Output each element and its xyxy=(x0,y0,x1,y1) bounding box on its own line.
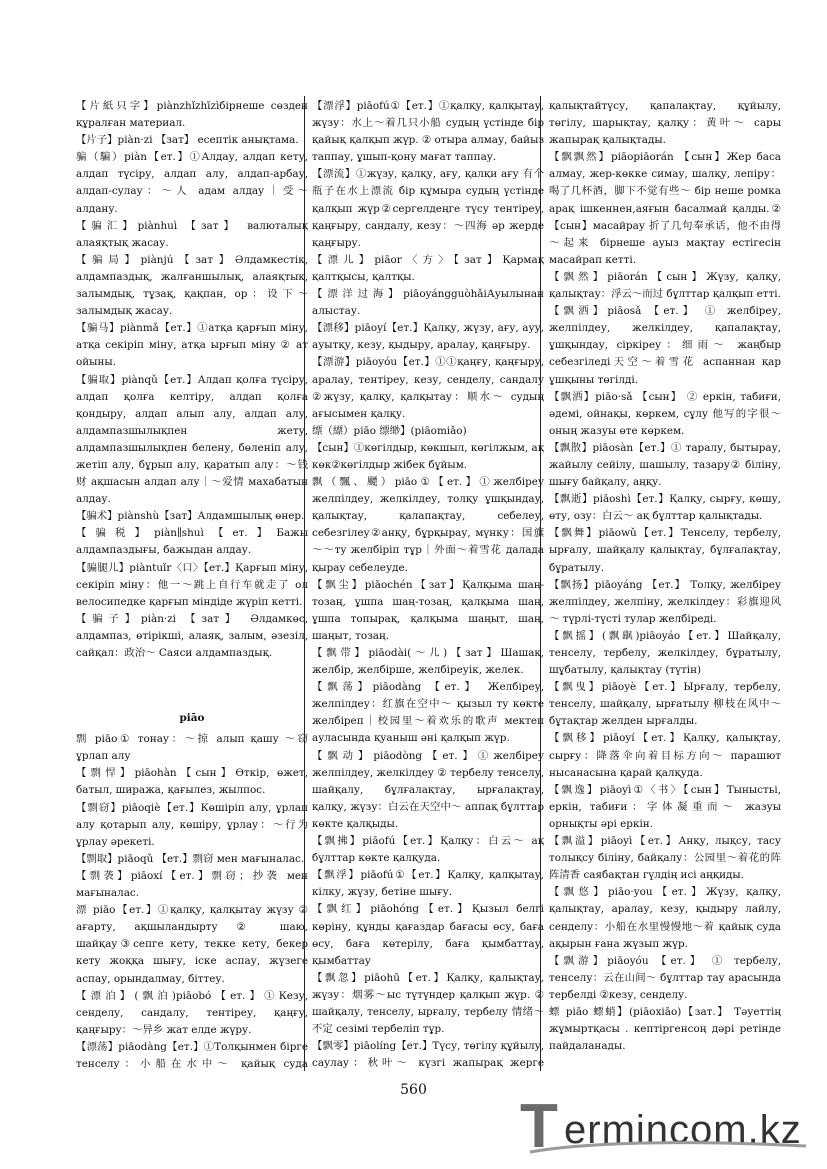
section-header: piāo xyxy=(179,712,205,725)
column-divider xyxy=(540,96,541,1071)
dictionary-entry: 【漂移】piāoyí【ет.】Қалқу, жүзу, ағу, ауу, ауытқу, кезу, қыдыру, аралау, қаңғыру. xyxy=(312,322,544,352)
dictionary-entry: қалықтайтүсу, қапалақтау, құйылу, төгілу, шарықтау, қалқу：黄叶～ сары жапырақ қалықтады. xyxy=(549,100,781,147)
dictionary-entry: 【飘零】piāolíng【ет.】Түсу, төгілу құйылу, саулау：秋叶～ күзгі жапырақ жерге xyxy=(312,1040,544,1070)
dictionary-entry: 【飘洒】piāosǎ 【ет.】 ① желбіреу, желпілдеу, желкілдеу, қапалақтау, ұшқындау, сіркіреу：细雨～ жаңбыр себезгіледі天空～着雪花 аспаннан қар ұшқыны төгілді. xyxy=(549,305,781,386)
dictionary-entry: 【漂洋过海】piāoyángguòhǎiАуылынан алыстау. xyxy=(312,288,544,318)
dictionary-entry: 【飘逝】piāoshì【ет.】Қалқу, сырғу, көшу, өту, озу：白云～ ақ бұлттар қалықтады. xyxy=(549,493,781,523)
column-left xyxy=(76,98,308,1073)
dictionary-entry: 【飘游】piāoyóu 【ет.】 ① тербелу, тенселу：云在山间～ бұлттар тау арасында тербелді ②кезу, сенделу. xyxy=(549,954,781,1001)
dictionary-entry: 【骗汇】piànhuì 【зат】 валюталық алаяқтық жасау. xyxy=(76,219,308,249)
dictionary-entry: 【剽取】piāoqǔ 【ет.】剽窃 мен мағыналас. xyxy=(76,852,305,865)
dictionary-entry: 【飘悠】piāo·you【ет.】Жүзу, қалқу, қалықтау, аралау, кезу, қыдыру лайлу, сенделу：小船在水里慢慢地～着 қайық суда ақырын ғана жүзып жүр. xyxy=(549,886,781,950)
dictionary-entry: 【飘尘】piāochén【зат】Қалқыма шаң-тозаң, ұшпа шаң-тозаң, қалқыма шаң, ұшпа топырақ, қалқыма шаңыт, шаң, шаңыт, тозаң. xyxy=(312,578,544,642)
dictionary-entry: 缥（縹）piāo 缥缈】(piāomiǎo) xyxy=(312,424,467,437)
dictionary-entry: 飘（飄、飃）piāo①【ет.】①желбіреу желпілдеу, желкілдеу, толқу ұшқындау, қалықтау, қалапақтау, себелеу, себезгілеу②анқу, бұрқырау, мүнку：国旗～～ту желбіріп тұр｜外面～着雪花 далада қырау себелеуде. xyxy=(312,476,544,574)
dictionary-entry: 【骗局】piànjú【зат】Әлдамкестік, алдампаздық, жалғаншылық, алаяқтық, залымдық, тұзақ, қақпан, ор：设下～ залымдық жасау. xyxy=(76,253,308,318)
dictionary-entry: 【骗腿儿】piàntuǐr〈口〉【ет.】Қарғып міну, секіріп міну：他一～跳上自行车就走了 ол велосипедке қарғып міндіде жүріп кетті. xyxy=(76,561,308,608)
dictionary-entry: 【骗马】piànmǎ【ет.】①атқа қарғып міну, атқа секіріп міну, атқа ырғып міну ② ат ойыны. xyxy=(76,322,308,369)
dictionary-entry: 【飘扬】piāoyáng 【ет.】 Толқу, желбіреу желпілдеу, желпіну, желкілдеу：彩旗迎风～ түрлі-түсті тулар желбіреді. xyxy=(549,578,781,625)
dictionary-entry: 【сын】①көгілдыр, көкшыл, көгілжым, ақ көк②көгілдыр жібек бұйым. xyxy=(312,441,544,471)
dictionary-entry: 【飘舞】piāowǔ【ет.】Тенселу, тербелу, ырғалу, шайқалу қалықтау, бұлғалақтау, бұратылу. xyxy=(549,527,781,574)
column-divider xyxy=(304,96,305,1071)
dictionary-entry: 【剽窃】piāoqiè【ет.】Көшіріп алу, ұрлап алу қотарып алу, көшіру, ұрлау：～行为 ұрлау әрекеті. xyxy=(76,801,308,848)
dictionary-entry: 【骗取】piànqǔ【ет.】Алдап қолға түсіру, алдап қолға келтіру, алдап қолға қондыру, алдап алып алу, алдап алу, алдампазшылықпен жету, алдампазшылықпен белену, бөленіп алу, жетіп алу, бұрып алу, қаратып алу：～钱财 ақшасын алдап алу｜～爱情 махабатын алдау. xyxy=(76,373,308,506)
dictionary-entry: 【飘动】piāodòng【ет.】①желбіреу желпілдеу, желкілдеу ② тербелу тенселу, шайқалу, бұлғалақтау, ырғалақтау, қалқу, жүзу：白云在天空中～ аппақ бұлттар көкте қалқыды. xyxy=(312,749,544,830)
dictionary-entry: 【漂浮】piāofú①【ет.】①қалқу, қалқытау, жүзу：水上～着几只小船 судың үстінде бір қайық қалқып жүр. ② отыра алмау, байыз таппау, ұшып-қону мағат таппау. xyxy=(312,100,544,164)
dictionary-entry: 【漂游】piāoyóu【ет.】①①қаңғу, қаңғыру, аралау, тентіреу, кезу, сенделу, сандалу ②жүзу, қалқу, қалқытау：顺水～ судың ағысымен қалқу. xyxy=(312,356,544,420)
site-logo[interactable] xyxy=(520,1092,820,1161)
dictionary-entry: 【骗子】piàn·zi 【зат】 Әлдамкөс, алдампаз, өтірікші, алаяқ, залым, әзезіл, сайқал：政治～ Саяси алдампаздық. xyxy=(76,612,308,659)
dictionary-entry: 【飘荡】piāodàng 【ет.】 Желбіреу, желпілдеу：红旗在空中～ қызыл ту көкте желбіреп｜校园里～着欢乐的歌声 мектеп ауласында қуаныш әні қалқып жүр. xyxy=(312,681,544,745)
dictionary-entry: 【片子】piàn·zi 【зат】 есептік анықтама. xyxy=(76,134,299,147)
dictionary-entry: 【飘然】piāorán【сын】Жүзу, қалқу, қалықтау：浮云～而过 бұлттар қалқып етті. xyxy=(549,270,781,301)
dictionary-entry: 【飘曳】piāoyè【ет.】Ырғалу, тербелу, тенселу, шайқалу, ырғатылу 柳枝在风中～ бұтақтар желден ырғалды. xyxy=(549,681,781,728)
dictionary-entry: 【剽悍】piāohàn【сын】Өткір, өжет, батыл, шиража, қағылез, жылпос. xyxy=(76,767,308,797)
dictionary-entry: 【飘忽】piāohū【ет.】Қалқу, қалықтау, жүзу：烟雾～ыс түтүндер қалқып жүр. ② шайқалу, тенселу, ырғалу, тербелу 情绪～不定 сезімі тербеліп тұр. xyxy=(312,971,544,1036)
dictionary-entry: 【飘摇】(飘飖)piāoyáo【ет.】Шайқалу, тенселу, тербелу, желкілдеу, бұратылу, шұбатылу, қалықтау (түтін) xyxy=(549,629,781,677)
dictionary-entry: 【骗术】piànshù【зат】Алдамшылық өнер. xyxy=(76,510,305,523)
logo-letter: T xyxy=(520,1092,558,1161)
dictionary-entry: 【飘红】piāohóng【ет.】Қызыл белгі көріну, құнды қағаздар бағасы өсу, баға өсу, баға көтерілу, баға қымбаттау, қымбаттау xyxy=(312,903,544,967)
logo-text: ermincom.kz xyxy=(564,1108,802,1152)
logo-swoosh-icon xyxy=(528,1138,808,1156)
dictionary-entry: 【漂儿】piāor〈方〉【зат】Қармақ қалтқысы, қалтқы. xyxy=(312,253,544,283)
dictionary-entry: 【剽袭】piāoxí【ет.】剽窃；抄袭 мен мағыналас. xyxy=(76,869,308,900)
column-middle xyxy=(312,98,544,1073)
dictionary-entry: 【飘拂】piāofú【ет.】Қалқу：白云～ ақ бұлттар көкте қалқуда. xyxy=(312,835,544,865)
dictionary-entry: 螵 piāo 螵蛸】(piāoxiāo)【зат.】 Тәуеттің жұмыртқасы . кептiргенсоң дәрі ретінде пайдаланады. xyxy=(549,1005,781,1053)
dictionary-entry: 【飘浮】piāofú①【ет.】Қалқу, қалқытау, кілку, жүзу, бетіне шығу. xyxy=(312,869,544,899)
dictionary-entry: 剽 piāo① тонау：～掠 алып қашу ～窃 ұрлап алу xyxy=(76,733,308,763)
dictionary-entry: 【骗税】piàn∥shuì【ет.】Бажы алдампаздығы, бажыдан алдау. xyxy=(76,527,308,557)
dictionary-entry: 【漂泊】(飘泊)piāobó【ет.】①Кезу, сенделу, сандалу, тентіреу, қаңғу, қаңғыру：～异乡 жат елде жүру. xyxy=(76,989,308,1036)
dictionary-entry: 漂 piāo【ет.】①қалқу, қалқытау жүзу ② ағарту, ақшыландырту ② шаю, шайқау③сепге кету, текке кету, бекер кету жоққа шығу, іске аспау, жүзеге аспау, орындалмау, біттеу. xyxy=(76,904,308,985)
dictionary-entry: 【飘溢】piāoyì【ет.】Анқу, лықсу, тасу толықсу білiну, байқалу：公园里～着花的阵阵清香 саябақтан гүлдің исі аңқиды. xyxy=(549,835,781,882)
dictionary-entry: 【飘洒】piāo·sǎ 【сын】 ② еркін, табиғи, әдемі, ойнақы, көркем, сұлу 他写的字很～ оның жазуы өте көркем. xyxy=(549,390,781,437)
dictionary-entry: 【飘飘然】piāopiāorán 【сын】Жер баса алмау, жер-көкке симау, шалқу, лепіру：喝了几杯酒，脚下不觉有些～ бір неше ромка арақ ішкеннен,аяғын басалмай қалды.②【сын】масайрау 折了几句奉承话，他不由得～起来 бірнеше ауыз мақтау естігесін масайрап кетті. xyxy=(549,151,781,266)
dictionary-entry: 骗（騙）piàn【ет.】①Алдау, алдап кету, алдап түсіру, алдап алу, алдап-арбау, алдап-сулау：～人 адам алдау｜受～ алдану. xyxy=(76,151,308,215)
dictionary-entry: 【飘带】piāodài(～儿)【зат】Шашақ, желбір, желбірше, желбіреуік, желек. xyxy=(312,647,544,677)
dictionary-entry: 【片紙只字】piànzhǐzhīzìбірнеше сөзден құралған материал. xyxy=(76,100,308,130)
dictionary-entry: 【漂荡】piāodàng【ет.】①Толқынмен бірге тенселу：小船在水中～ қайық суда xyxy=(76,1040,308,1070)
dictionary-entry: 【漂流】①жүзу, қалқу, ағу, қалқи ағу 有个瓶子在水上漂流 бір құмыра судың үстінде қалқып жүр②сергелдеңге түсу тентіреу, қаңғыру, сандалу, кезу：～四海 әр жерде қаңғыру. xyxy=(312,168,544,249)
dictionary-entry: 【飘逸】piāoyì①〈书〉【сын】Тыныстьі, еркін, табиғи：字体凝重而～ жазуы орнықты әрі еркін. xyxy=(549,783,781,830)
column-right xyxy=(549,98,781,1073)
page-number: 560 xyxy=(400,1082,427,1098)
dictionary-entry: 【飘移】piāoyí【ет.】Қалқу, қалықтау, сырғу：降落伞向着目标方向～ парашют нысанасына қарай қалқуда. xyxy=(549,732,781,779)
dictionary-entry: 【飘散】piāosàn【ет.】① таралу, бытырау, жайылу сейілу, шашылу, тазару② білiну, шығу байқалу, аңқу. xyxy=(549,441,781,489)
